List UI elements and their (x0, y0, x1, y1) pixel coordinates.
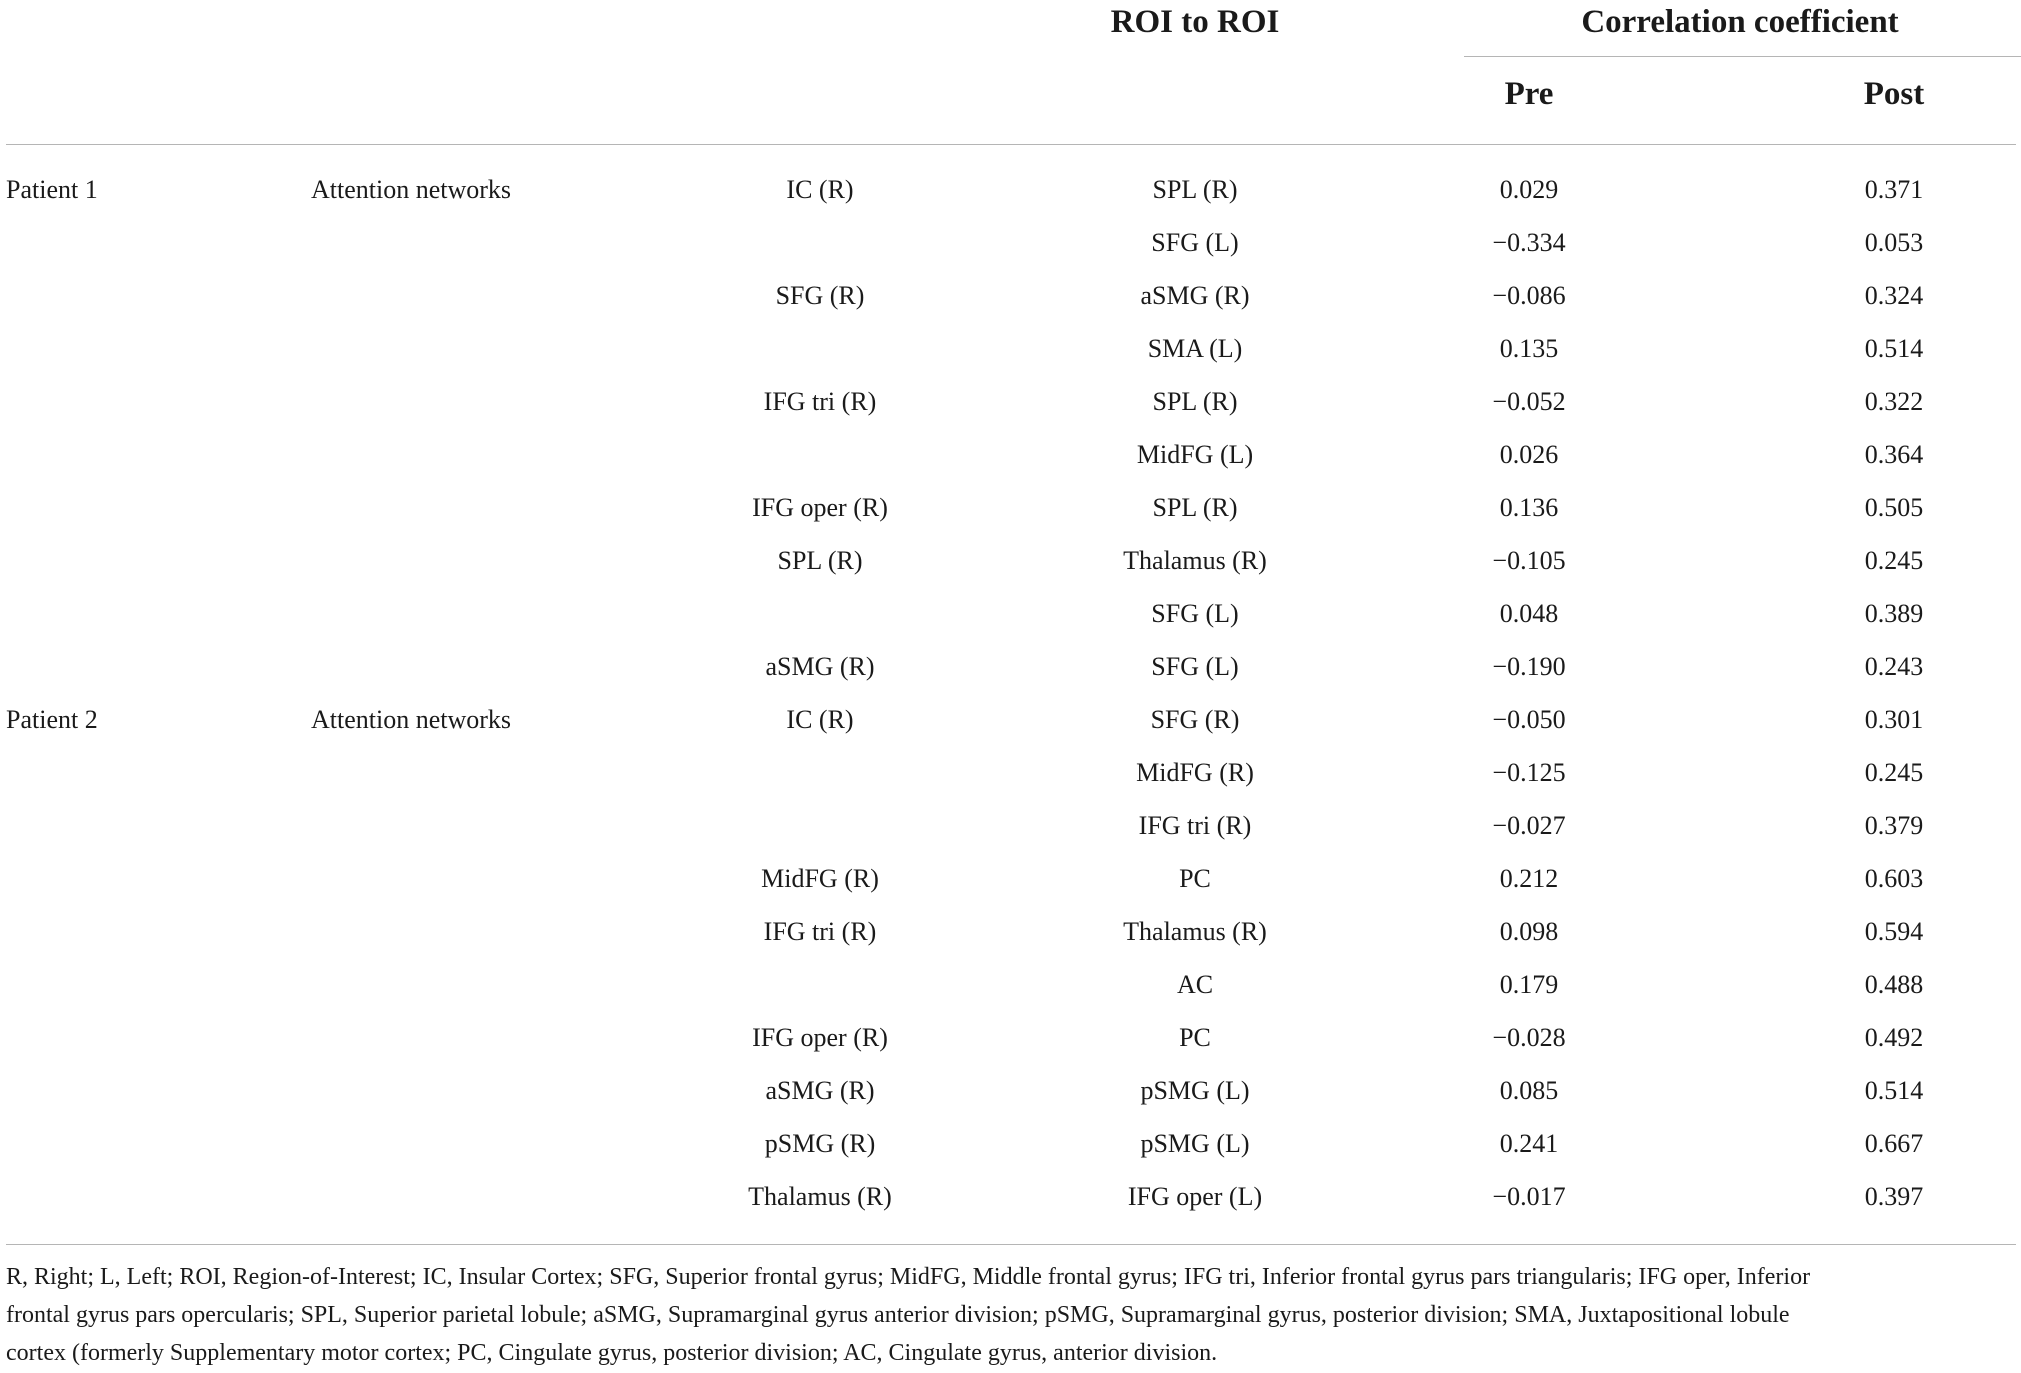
post-value-cell: 0.488 (1864, 970, 1924, 999)
patient-cell (6, 905, 266, 958)
roi-from-cell (700, 799, 940, 852)
post-value-cell: 0.492 (1864, 1023, 1924, 1052)
post-value-cell: 0.245 (1864, 758, 1924, 787)
patient-cell (6, 375, 266, 428)
patient-cell (6, 1170, 266, 1223)
pre-value-cell: −0.334 (1492, 228, 1566, 257)
post-value-cell: 0.245 (1864, 546, 1924, 575)
patient-cell: Patient 2 (6, 705, 98, 734)
table-footnote (6, 1258, 2016, 1372)
patient-cell (6, 746, 266, 799)
patient-cell (6, 534, 266, 587)
pre-value-cell: 0.026 (1499, 440, 1559, 469)
header-roi-to-roi: ROI to ROI (1110, 4, 1280, 40)
patient-cell (6, 1011, 266, 1064)
pre-value-cell: 0.048 (1499, 599, 1559, 628)
pre-value-cell: −0.125 (1492, 758, 1566, 787)
roi-to-cell: SFG (L) (1151, 652, 1239, 681)
roi-from-cell (700, 587, 940, 640)
roi-from-cell: aSMG (R) (765, 1076, 875, 1105)
roi-to-cell: pSMG (L) (1140, 1076, 1250, 1105)
patient-cell (6, 216, 266, 269)
pre-value-cell: 0.241 (1499, 1129, 1559, 1158)
roi-to-cell: SPL (R) (1152, 387, 1238, 416)
roi-to-cell: pSMG (L) (1140, 1129, 1250, 1158)
roi-from-cell: IFG tri (R) (763, 917, 877, 946)
roi-to-cell: MidFG (R) (1136, 758, 1254, 787)
roi-to-cell: IFG tri (R) (1138, 811, 1252, 840)
network-cell (311, 1170, 711, 1223)
post-value-cell: 0.053 (1864, 228, 1924, 257)
pre-value-cell: −0.017 (1492, 1182, 1566, 1211)
header-post: Post (1863, 76, 1925, 112)
post-value-cell: 0.371 (1864, 175, 1924, 204)
roi-from-cell: IC (R) (786, 705, 854, 734)
roi-to-cell: SFG (R) (1150, 705, 1240, 734)
roi-from-cell: pSMG (R) (764, 1129, 876, 1158)
roi-from-cell (700, 216, 940, 269)
header-sub-rule (1464, 56, 2021, 57)
pre-value-cell: 0.136 (1499, 493, 1559, 522)
post-value-cell: 0.397 (1864, 1182, 1924, 1211)
roi-from-cell (700, 322, 940, 375)
roi-from-cell: IFG tri (R) (763, 387, 877, 416)
footnote-line-1: R, Right; L, Left; ROI, Region-of-Interest; IC, Insular Cortex; SFG, Superior frontal gyrus; MidFG, Middle frontal gyrus; IFG tri, Inferior frontal gyrus pars triangularis; IFG oper, Inferior (6, 1264, 1811, 1290)
footnote-line-3: cortex (formerly Supplementary motor cortex; PC, Cingulate gyrus, posterior division; AC, Cingulate gyrus, anterior division. (6, 1340, 1218, 1366)
pre-value-cell: −0.086 (1492, 281, 1566, 310)
roi-to-cell: Thalamus (R) (1123, 917, 1267, 946)
network-cell (311, 746, 711, 799)
post-value-cell: 0.322 (1864, 387, 1924, 416)
pre-value-cell: −0.050 (1492, 705, 1566, 734)
post-value-cell: 0.379 (1864, 811, 1924, 840)
pre-value-cell: −0.190 (1492, 652, 1566, 681)
roi-from-cell: IC (R) (786, 175, 854, 204)
roi-from-cell (700, 746, 940, 799)
network-cell (311, 958, 711, 1011)
roi-from-cell: SFG (R) (775, 281, 865, 310)
network-cell (311, 1117, 711, 1170)
pre-value-cell: 0.098 (1499, 917, 1559, 946)
post-value-cell: 0.243 (1864, 652, 1924, 681)
roi-to-cell: SPL (R) (1152, 175, 1238, 204)
header-pre: Pre (1504, 76, 1554, 112)
post-value-cell: 0.301 (1864, 705, 1924, 734)
pre-value-cell: 0.179 (1499, 970, 1559, 999)
pre-value-cell: −0.027 (1492, 811, 1566, 840)
roi-to-cell: IFG oper (L) (1127, 1182, 1263, 1211)
post-value-cell: 0.324 (1864, 281, 1924, 310)
patient-cell (6, 322, 266, 375)
post-value-cell: 0.505 (1864, 493, 1924, 522)
post-value-cell: 0.667 (1864, 1129, 1924, 1158)
network-cell (311, 852, 711, 905)
roi-to-cell: PC (1179, 1023, 1211, 1052)
network-cell (311, 1064, 711, 1117)
patient-cell (6, 269, 266, 322)
header-bottom-rule (6, 144, 2016, 145)
roi-to-cell: MidFG (L) (1136, 440, 1254, 469)
roi-to-cell: Thalamus (R) (1123, 546, 1267, 575)
roi-to-cell: SPL (R) (1152, 493, 1238, 522)
roi-from-cell: MidFG (R) (761, 864, 879, 893)
network-cell (311, 216, 711, 269)
network-cell (311, 428, 711, 481)
roi-from-cell: SPL (R) (777, 546, 863, 575)
network-cell: Attention networks (311, 175, 512, 204)
pre-value-cell: −0.105 (1492, 546, 1566, 575)
post-value-cell: 0.514 (1864, 334, 1924, 363)
patient-cell (6, 1064, 266, 1117)
network-cell (311, 1011, 711, 1064)
network-cell (311, 322, 711, 375)
patient-cell (6, 481, 266, 534)
header-correlation-coefficient: Correlation coefficient (1581, 4, 1899, 40)
pre-value-cell: 0.029 (1499, 175, 1559, 204)
post-value-cell: 0.514 (1864, 1076, 1924, 1105)
pre-value-cell: 0.135 (1499, 334, 1559, 363)
patient-cell (6, 428, 266, 481)
patient-cell (6, 640, 266, 693)
pre-value-cell: −0.052 (1492, 387, 1566, 416)
roi-to-cell: SFG (L) (1151, 228, 1239, 257)
post-value-cell: 0.603 (1864, 864, 1924, 893)
pre-value-cell: −0.028 (1492, 1023, 1566, 1052)
pre-value-cell: 0.212 (1499, 864, 1559, 893)
roi-from-cell: aSMG (R) (765, 652, 875, 681)
network-cell (311, 799, 711, 852)
roi-to-cell: AC (1176, 970, 1214, 999)
network-cell (311, 534, 711, 587)
roi-from-cell: Thalamus (R) (748, 1182, 892, 1211)
network-cell (311, 375, 711, 428)
network-cell (311, 587, 711, 640)
pre-value-cell: 0.085 (1499, 1076, 1559, 1105)
roi-from-cell: IFG oper (R) (752, 493, 888, 522)
roi-from-cell (700, 958, 940, 1011)
network-cell (311, 269, 711, 322)
network-cell (311, 905, 711, 958)
patient-cell (6, 799, 266, 852)
patient-cell (6, 852, 266, 905)
post-value-cell: 0.364 (1864, 440, 1924, 469)
post-value-cell: 0.594 (1864, 917, 1924, 946)
network-cell (311, 640, 711, 693)
patient-cell (6, 1117, 266, 1170)
table-bottom-rule (6, 1244, 2016, 1245)
patient-cell (6, 958, 266, 1011)
roi-to-cell: SMA (L) (1147, 334, 1243, 363)
roi-from-cell (700, 428, 940, 481)
roi-to-cell: PC (1179, 864, 1211, 893)
post-value-cell: 0.389 (1864, 599, 1924, 628)
patient-cell (6, 587, 266, 640)
roi-from-cell: IFG oper (R) (752, 1023, 888, 1052)
roi-to-cell: aSMG (R) (1140, 281, 1250, 310)
footnote-line-2: frontal gyrus pars opercularis; SPL, Superior parietal lobule; aSMG, Supramarginal gyrus anterior division; pSMG, Supramarginal gyrus, posterior division; SMA, Juxtapositional lobule (6, 1302, 1790, 1328)
network-cell (311, 481, 711, 534)
roi-to-cell: SFG (L) (1151, 599, 1239, 628)
network-cell: Attention networks (311, 705, 512, 734)
patient-cell: Patient 1 (6, 175, 98, 204)
